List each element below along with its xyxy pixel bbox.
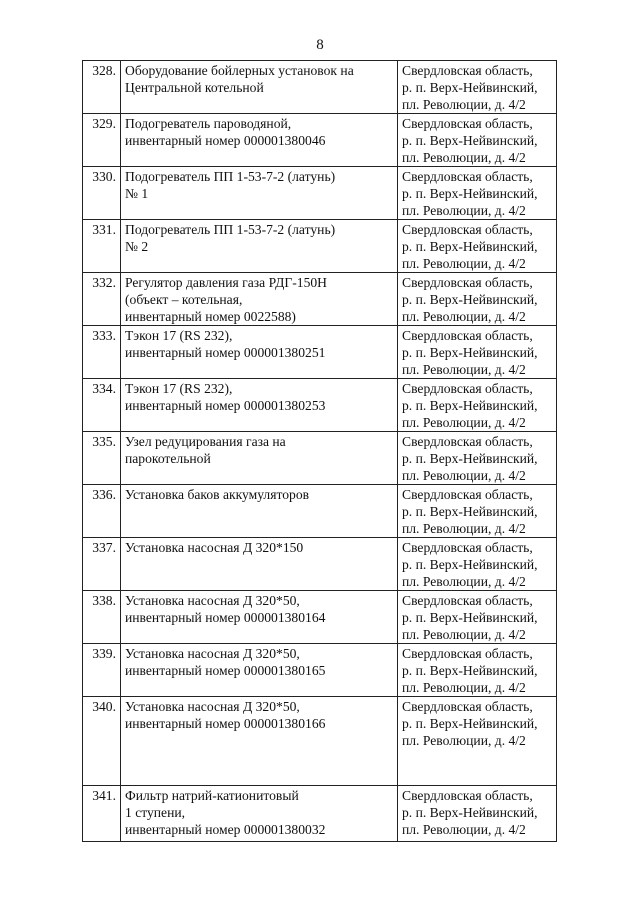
table-row <box>83 114 557 167</box>
item-address: Свердловская область, р. п. Верх-Нейвинский, пл. Революции, д. 4/2 <box>398 485 557 538</box>
item-address: Свердловская область, р. п. Верх-Нейвинский, пл. Революции, д. 4/2 <box>398 220 557 273</box>
item-description: Узел редуцирования газа на парокотельной <box>121 432 398 485</box>
item-address: Свердловская область, р. п. Верх-Нейвинский, пл. Революции, д. 4/2 <box>398 786 557 842</box>
item-description: Установка насосная Д 320*50, инвентарный номер 000001380166 <box>121 697 398 786</box>
page-number: 8 <box>316 37 324 53</box>
item-address: Свердловская область, р. п. Верх-Нейвинский, пл. Революции, д. 4/2 <box>398 61 557 114</box>
row-number: 338. <box>83 591 121 644</box>
table-row <box>83 273 557 326</box>
table-row <box>83 432 557 485</box>
table-row <box>83 786 557 842</box>
row-number: 335. <box>83 432 121 485</box>
row-number: 333. <box>83 326 121 379</box>
table-row <box>83 697 557 786</box>
row-number: 336. <box>83 485 121 538</box>
item-description: Тэкон 17 (RS 232), инвентарный номер 000001380253 <box>121 379 398 432</box>
item-address: Свердловская область, р. п. Верх-Нейвинский, пл. Революции, д. 4/2 <box>398 591 557 644</box>
item-address: Свердловская область, р. п. Верх-Нейвинский, пл. Революции, д. 4/2 <box>398 273 557 326</box>
row-number: 334. <box>83 379 121 432</box>
table-row <box>83 61 557 114</box>
item-description: Фильтр натрий-катионитовый 1 ступени, инвентарный номер 000001380032 <box>121 786 398 842</box>
row-number: 329. <box>83 114 121 167</box>
inventory-table <box>82 60 557 842</box>
item-description: Подогреватель ПП 1-53-7-2 (латунь) № 2 <box>121 220 398 273</box>
item-address: Свердловская область, р. п. Верх-Нейвинский, пл. Революции, д. 4/2 <box>398 114 557 167</box>
item-address: Свердловская область, р. п. Верх-Нейвинский, пл. Революции, д. 4/2 <box>398 697 557 786</box>
table-row <box>83 591 557 644</box>
item-description: Установка насосная Д 320*50, инвентарный номер 000001380165 <box>121 644 398 697</box>
table-row <box>83 167 557 220</box>
item-address: Свердловская область, р. п. Верх-Нейвинский, пл. Революции, д. 4/2 <box>398 432 557 485</box>
item-description: Оборудование бойлерных установок на Центральной котельной <box>121 61 398 114</box>
item-address: Свердловская область, р. п. Верх-Нейвинский, пл. Революции, д. 4/2 <box>398 167 557 220</box>
item-description: Регулятор давления газа РДГ-150Н (объект – котельная, инвентарный номер 0022588) <box>121 273 398 326</box>
table-row <box>83 379 557 432</box>
item-description: Подогреватель ПП 1-53-7-2 (латунь) № 1 <box>121 167 398 220</box>
table-row <box>83 644 557 697</box>
item-address: Свердловская область, р. п. Верх-Нейвинский, пл. Революции, д. 4/2 <box>398 538 557 591</box>
row-number: 330. <box>83 167 121 220</box>
inventory-table-body <box>83 61 557 842</box>
row-number: 339. <box>83 644 121 697</box>
item-description: Установка насосная Д 320*150 <box>121 538 398 591</box>
item-description: Установка насосная Д 320*50, инвентарный номер 000001380164 <box>121 591 398 644</box>
table-row <box>83 220 557 273</box>
row-number: 341. <box>83 786 121 842</box>
item-description: Подогреватель пароводяной, инвентарный номер 000001380046 <box>121 114 398 167</box>
table-row <box>83 326 557 379</box>
row-number: 328. <box>83 61 121 114</box>
row-number: 332. <box>83 273 121 326</box>
item-address: Свердловская область, р. п. Верх-Нейвинский, пл. Революции, д. 4/2 <box>398 379 557 432</box>
item-address: Свердловская область, р. п. Верх-Нейвинский, пл. Революции, д. 4/2 <box>398 644 557 697</box>
item-description: Тэкон 17 (RS 232), инвентарный номер 000001380251 <box>121 326 398 379</box>
row-number: 337. <box>83 538 121 591</box>
item-address: Свердловская область, р. п. Верх-Нейвинский, пл. Революции, д. 4/2 <box>398 326 557 379</box>
row-number: 331. <box>83 220 121 273</box>
table-row <box>83 485 557 538</box>
table-row <box>83 538 557 591</box>
row-number: 340. <box>83 697 121 786</box>
item-description: Установка баков аккумуляторов <box>121 485 398 538</box>
